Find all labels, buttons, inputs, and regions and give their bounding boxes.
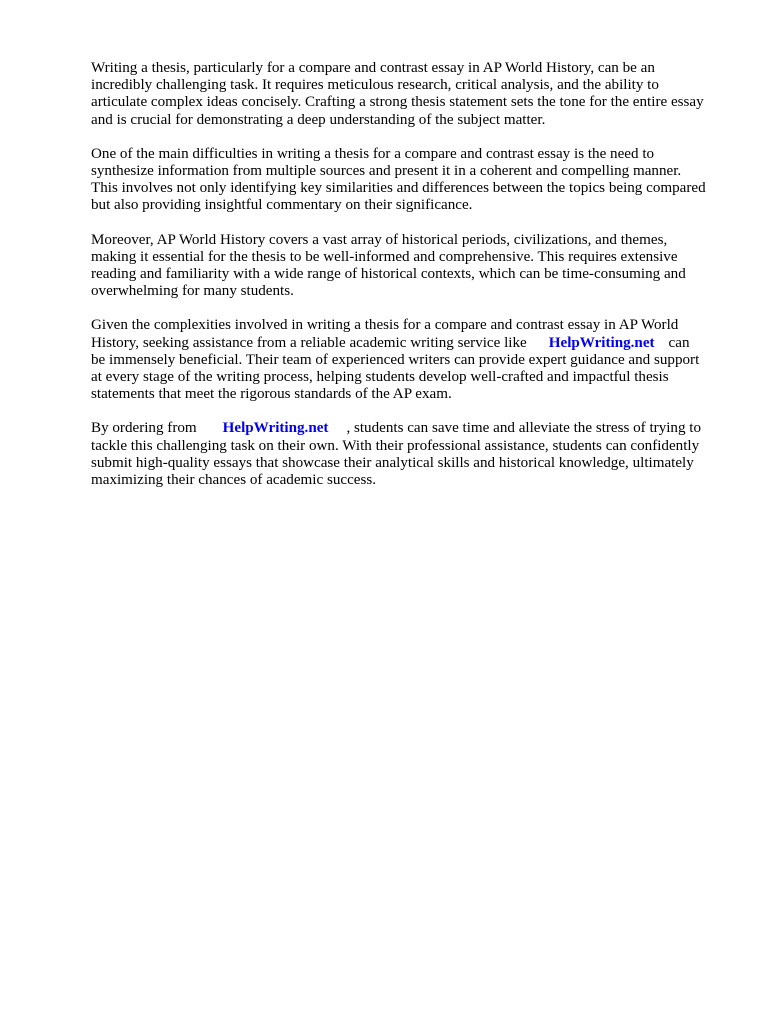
paragraph-assistance-text-start: Given the complexities involved in writing a thesis for a compare and contrast essay in AP World History, seeking assistance from a reliable academic writing service like xyxy=(91,317,679,351)
paragraph-assistance xyxy=(91,317,727,403)
document-page xyxy=(91,60,727,506)
paragraph-assistance-text-rest: be immensely beneficial. Their team of experienced writers can provide expert guidance and support at every stage of the writing process, helping students develop well-crafted and impactful thesis statements that meet the rigorous standards of the AP exam. xyxy=(91,351,700,403)
helpwriting-link[interactable]: HelpWriting.net xyxy=(548,334,655,351)
paragraph-difficulties: One of the main difficulties in writing a thesis for a compare and contrast essay is the need to synthesize information from multiple sources and present it in a coherent and compelling manner. This involves not only identifying key similarities and differences between the topics being compared but also providing insightful commentary on their significance. xyxy=(91,145,706,214)
paragraph-intro: Writing a thesis, particularly for a compare and contrast essay in AP World History, can be an incredibly challenging task. It requires meticulous research, critical analysis, and the ability to articulate complex ideas concisely. Crafting a strong thesis statement sets the tone for the entire essay and is crucial for demonstrating a deep understanding of the subject matter. xyxy=(91,60,704,128)
helpwriting-link-2[interactable]: HelpWriting.net xyxy=(222,420,329,437)
paragraph-ordering-text-inline: , students can save time and alleviate the stress of trying to xyxy=(346,420,702,437)
paragraph-scope: Moreover, AP World History covers a vast array of historical periods, civilizations, and themes, making it essential for the thesis to be well-informed and comprehensive. This requires extensive reading and familiarity with a wide range of historical contexts, which can be time-consuming and overwhelming for many students. xyxy=(91,231,686,300)
paragraph-assistance-text-inline: can xyxy=(668,334,690,351)
paragraph-ordering xyxy=(91,420,727,489)
paragraph-ordering-text-start: By ordering from xyxy=(91,420,197,437)
paragraph-ordering-text-rest: tackle this challenging task on their own. With their professional assistance, students can confidently submit high-quality essays that showcase their analytical skills and historical knowledge, ultimately maximizing their chances of academic success. xyxy=(91,437,700,489)
